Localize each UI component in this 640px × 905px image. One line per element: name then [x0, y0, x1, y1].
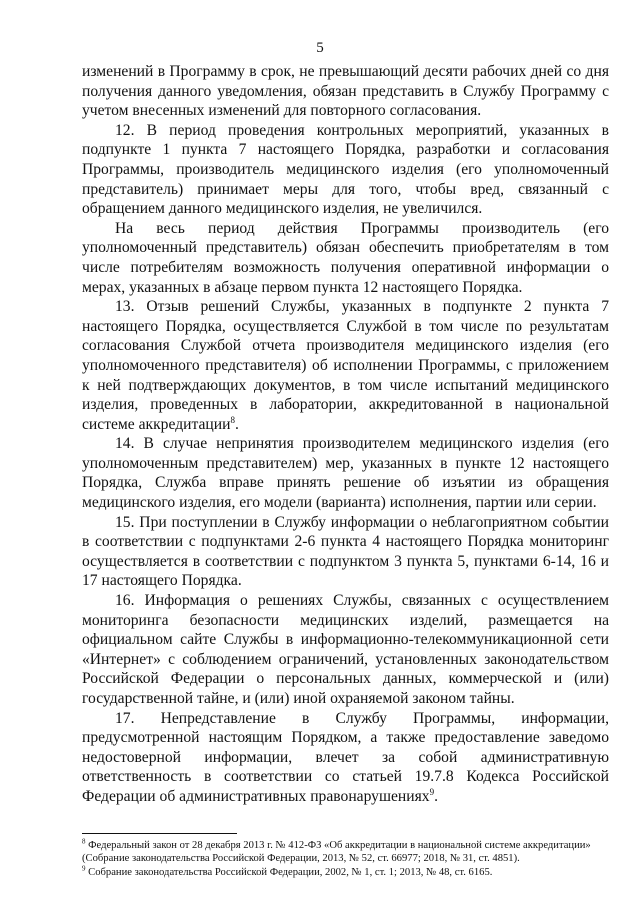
page-number: 5 [316, 40, 324, 56]
paragraph-text: 15. При поступлении в Службу информации о неблагоприятном событии в соответствии с подпунктами 2-6 пункта 4 настоящего Порядка мониторинг осуществляется в соответствии с подпунктом 3 пункта 5, пунктами 6-14, 16 и 17 настоящего Порядка. [82, 513, 609, 590]
paragraph-text: изменений в Программу в срок, не превышающий десяти рабочих дней со дня получения данного уведомления, обязан представить в Службу Программу с учетом внесенных изменений для повторного согласования. [82, 63, 609, 120]
paragraph-text: 17. Непредставление в Службу Программы, информации, предусмотренной настоящим Порядком, а также предоставление заведомо недостоверной информации, влечет за собой административную ответственность в соответствии со статьей 19.7.8 Кодекса Российской Федерации об административных правонарушениях [82, 709, 609, 805]
document-body [82, 62, 609, 807]
footnote-mark: 9 [82, 864, 86, 873]
footnote-ref-8[interactable]: 8 [230, 414, 235, 425]
footnote-9 [82, 866, 609, 879]
paragraph-text: 14. В случае непринятия производителем медицинского изделия (его уполномоченным представителем) мер, указанных в пункте 12 настоящего Порядка, Служба вправе принять решение об изъятии из обращения медицинского изделия, его модели (варианта) исполнения, партии или серии. [82, 435, 609, 512]
footnote-text: Собрание законодательства Российской Федерации, 2002, № 1, ст. 1; 2013, № 48, ст. 6165. [88, 866, 493, 878]
paragraph-item-15 [82, 513, 609, 591]
footnote-divider [82, 833, 237, 834]
footnotes [82, 839, 609, 879]
footnote-ref-9[interactable]: 9 [429, 786, 435, 797]
paragraph-item-12-second [82, 219, 609, 297]
paragraph-item-16 [82, 591, 609, 709]
paragraph-item-13: 13. Отзыв решений Службы, указанных в подпункте 2 пункта 7 настоящего Порядка, осуществляется Службой в том числе по результатам согласования Службой отчета производителя медицинского изделия (его уполномоченного представителя) об исполнении Программы, с приложением к ней подтверждающих документов, в том числе испытаний медицинского изделия, проведенных в лаборатории, аккредитованной в национальной системе аккредитации$^8$. [82, 298, 609, 433]
paragraph-item-14 [82, 434, 609, 512]
paragraph-text: 16. Информация о решениях Службы, связанных с осуществлением мониторинга безопасности медицинских изделий, размещается на официальном сайте Службы в информационно-телекоммуникационной сети «Интернет» с соблюдением ограничений, установленных законодательством Российской Федерации о персональных данных, коммерческой и (или) государственной тайне, и (или) иной охраняемой законом тайны. [82, 592, 609, 707]
paragraph-item-12 [82, 121, 609, 219]
paragraph-continuation [82, 62, 609, 121]
footnote-8 [82, 839, 609, 866]
footnote-text: Федеральный закон от 28 декабря 2013 г. № 412-ФЗ «Об аккредитации в национальной системе аккредитации» (Собрание законодательства Российской Федерации, 2013, № 52, ст. 66977; 2018, № 31, ст. 4851). [82, 840, 591, 865]
paragraph-text: 13. Отзыв решений Службы, указанных в подпункте 2 пункта 7 настоящего Порядка, осуществляется Службой в том числе по результатам согласования Службой отчета производителя медицинского изделия (его уполномоченного представителя) об исполнении Программы, с приложением к ней подтверждающих документов, в том числе испытаний медицинского изделия, проведенных в лаборатории, аккредитованной в национальной системе аккредитации [82, 298, 609, 433]
paragraph-item-17: 17. Непредставление в Службу Программы, информации, предусмотренной настоящим Порядком, а также предоставление заведомо недостоверной информации, влечет за собой административную ответственность в соответствии со статьей 19.7.8 Кодекса Российской Федерации об административных правонарушениях$^9$. [82, 709, 609, 805]
footnote-mark: 8 [82, 837, 86, 846]
paragraph-text: 12. В период проведения контрольных мероприятий, указанных в подпункте 1 пункта 7 настоящего Порядка, разработки и согласования Программы, производитель медицинского изделия (его уполномоченный представитель) принимает меры для того, чтобы вред, связанный с обращением данного медицинского изделия, не увеличился. [82, 121, 609, 218]
paragraph-text: На весь период действия Программы производитель (его уполномоченный представитель) обязан обеспечить приобретателям в том числе потребителям возможность получения оперативной информации о мерах, указанных в абзаце первом пункта 12 настоящего Порядка. [82, 219, 609, 296]
